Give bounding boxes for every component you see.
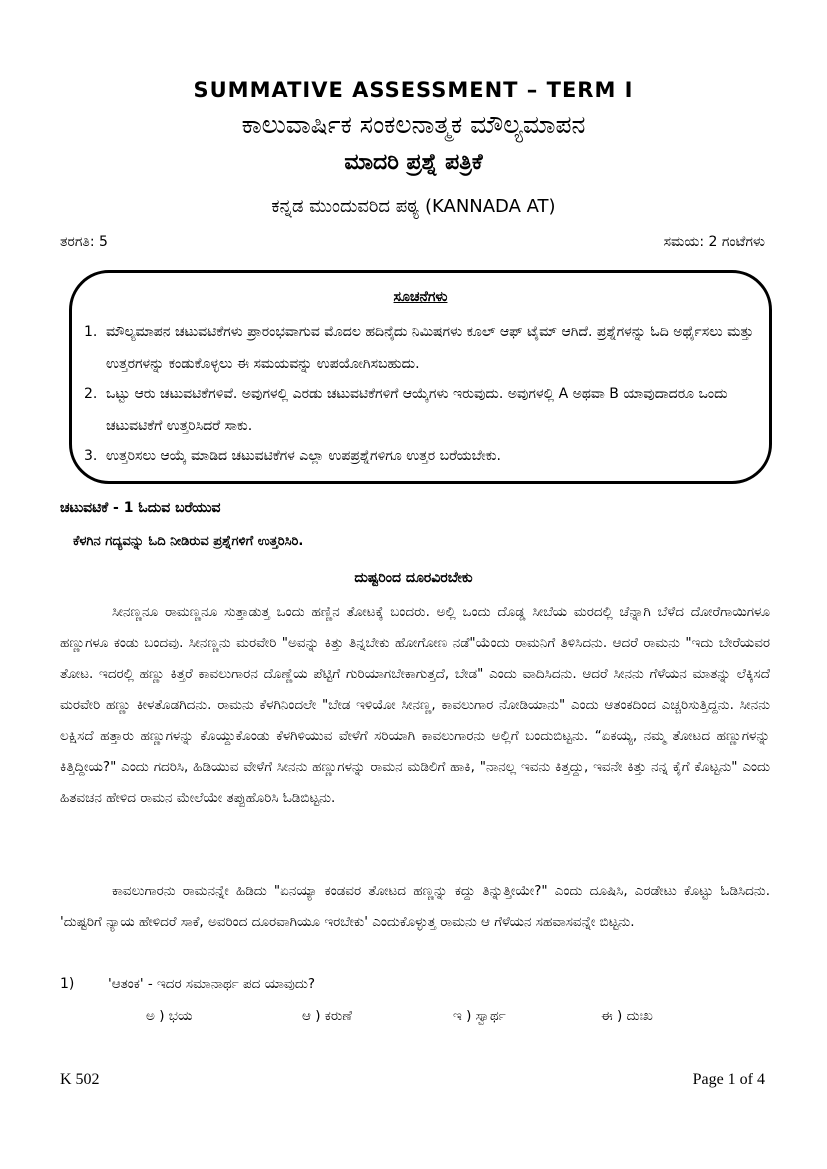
- instruction-item: [84, 316, 764, 380]
- answer-option-c: ಇ ) ಸ್ವಾರ್ಥ: [453, 1008, 506, 1024]
- question-text: 'ಆತಂಕ' - ಇದರ ಸಮಾನಾರ್ಥ ಪದ ಯಾವುದು?: [108, 976, 316, 992]
- passage-paragraph: ಸೀನಣ್ಣನೂ ರಾಮಣ್ಣನೂ ಸುತ್ತಾಡುತ್ತ ಒಂದು ಹಣ್ಣಿನ ತೋಟಕ್ಕೆ ಬಂದರು. ಅಲ್ಲಿ ಒಂದು ದೊಡ್ಡ ಸೀಬೆಯ ಮರದಲ್ಲಿ ಚೆನ್ನಾಗಿ ಬೆಳೆದ ದೋರೆಗಾಯಿಗಳೂ ಹಣ್ಣುಗಳೂ ಕಂಡು ಬಂದವು. ಸೀನಣ್ಣನು ಮರವೇರಿ "ಅವನ್ನು ಕಿತ್ತು ತಿನ್ನಬೇಕು ಹೋಗೋಣ ನಡೆ"ಯೆಂದು ರಾಮನಿಗೆ ತಿಳಿಸಿದನು. ಆದರೆ ರಾಮನು "ಇದು ಬೇರೆಯವರ ತೋಟ. ಇದರಲ್ಲಿ ಹಣ್ಣು ಕಿತ್ತರೆ ಕಾವಲುಗಾರನ ದೊಣ್ಣೆಯ ಪೆಟ್ಟಿಗೆ ಗುರಿಯಾಗಬೇಕಾಗುತ್ತದೆ, ಬೇಡ" ಎಂದು ವಾದಿಸಿದನು. ಆದರೆ ಸೀನನು ಗೆಳೆಯನ ಮಾತನ್ನು ಲೆಕ್ಕಿಸದೆ ಮರವೇರಿ ಹಣ್ಣು ಕೀಳತೊಡಗಿದನು. ರಾಮನು ಕೆಳಗಿನಿಂದಲೇ "ಬೇಡ ಇಳಿಯೋ ಸೀನಣ್ಣ, ಕಾವಲುಗಾರ ನೋಡಿಯಾನು" ಎಂದು ಆತಂಕದಿಂದ ಎಚ್ಚರಿಸುತ್ತಿದ್ದನು. ಸೀನನು ಲಕ್ಷಿಸದೆ ಹತ್ತಾರು ಹಣ್ಣುಗಳನ್ನು ಕೊಯ್ದುಕೊಂಡು ಕೆಳಗಿಳಿಯುವ ವೇಳೆಗೆ ಸರಿಯಾಗಿ ಕಾವಲುಗಾರನು ಅಲ್ಲಿಗೆ ಬಂದುಬಿಟ್ಟನು. “ಏಕಯ್ಯ, ನಮ್ಮ ತೋಟದ ಹಣ್ಣುಗಳನ್ನು ಕಿತ್ತಿದ್ದೀಯ?" ಎಂದು ಗದರಿಸಿ, ಹಿಡಿಯುವ ವೇಳೆಗೆ ಸೀನನು ಹಣ್ಣುಗಳನ್ನು ರಾಮನ ಮಡಿಲಿಗೆ ಹಾಕಿ, "ನಾನಲ್ಲ ಇವನು ಕಿತ್ತದ್ದು, ಇವನೇ ಕಿತ್ತು ನನ್ನ ಕೈಗೆ ಕೊಟ್ಟನು" ಎಂದು ಹಿತವಚನ ಹೇಳಿದ ರಾಮನ ಮೇಲೆಯೇ ತಪ್ಪುಹೊರಿಸಿ ಓಡಿಬಿಟ್ಟನು.: [60, 604, 770, 806]
- activity-title: ಚಟುವಟಿಕೆ - 1 ಓದುವ ಬರೆಯುವ: [60, 500, 221, 516]
- instruction-item: [84, 440, 764, 472]
- subject-title: ಕನ್ನಡ ಮುಂದುವರಿದ ಪಠ್ಯ (KANNADA AT): [271, 196, 556, 217]
- instruction-number: 3.: [84, 448, 98, 464]
- exam-title: SUMMATIVE ASSESSMENT – TERM I: [193, 78, 634, 102]
- answer-option-b: ಆ ) ಕರುಣೆ: [302, 1008, 353, 1024]
- footer-code: K 502: [60, 1071, 100, 1088]
- time-label: ಸಮಯ: 2 ಗಂಟೆಗಳು: [663, 234, 765, 250]
- instruction-number: 1.: [84, 324, 98, 340]
- question-number: 1): [60, 976, 75, 992]
- instruction-text: ಉತ್ತರಿಸಲು ಆಯ್ಕೆ ಮಾಡಿದ ಚಟುವಟಿಕೆಗಳ ಎಲ್ಲಾ ಉಪಪ್ರಶ್ನೆಗಳಿಗೂ ಉತ್ತರ ಬರೆಯಬೇಕು.: [106, 448, 501, 464]
- answer-option-d: ಈ ) ದುಃಖ: [601, 1008, 653, 1024]
- answer-option-a: ಅ ) ಭಯ: [146, 1008, 193, 1024]
- instruction-number: 2.: [84, 386, 98, 402]
- page-number: Page 1 of 4: [692, 1071, 765, 1088]
- instructions-title: ಸೂಚನೆಗಳು: [393, 289, 448, 305]
- grade-label: ತರಗತಿ: 5: [60, 234, 108, 250]
- passage-paragraph: ಕಾವಲುಗಾರನು ರಾಮನನ್ನೇ ಹಿಡಿದು "ಏನಯ್ಯಾ ಕಂಡವರ ತೋಟದ ಹಣ್ಣನ್ನು ಕದ್ದು ತಿನ್ನುತ್ತೀಯೇ?" ಎಂದು ದೂಷಿಸಿ, ಎರಡೇಟು ಕೊಟ್ಟು ಓಡಿಸಿದನು. 'ದುಷ್ಟರಿಗೆ ನ್ಯಾಯ ಹೇಳಿದರೆ ಸಾಕೆ, ಅವರಿಂದ ದೂರವಾಗಿಯೂ ಇರಬೇಕು' ಎಂದುಕೊಳ್ಳುತ್ತ ರಾಮನು ಆ ಗೆಳೆಯನ ಸಹವಾಸವನ್ನೇ ಬಿಟ್ಟನು.: [60, 883, 770, 930]
- passage-title: ದುಷ್ಟರಿಂದ ದೂರವಿರಬೇಕು: [354, 570, 473, 586]
- paper-type: ಮಾದರಿ ಪ್ರಶ್ನೆ ಪತ್ರಿಕೆ: [344, 150, 483, 175]
- exam-title-kannada: ಕಾಲುವಾರ್ಷಿಕ ಸಂಕಲನಾತ್ಮಕ ಮೌಲ್ಯಮಾಪನ: [241, 110, 586, 139]
- instruction-text: ಮೌಲ್ಯಮಾಪನ ಚಟುವಟಿಕೆಗಳು ಪ್ರಾರಂಭವಾಗುವ ಮೊದಲ ಹದಿನೈದು ನಿಮಿಷಗಳು ಕೂಲ್ ಆಫ್ ಟೈಮ್ ಆಗಿದೆ. ಪ್ರಶ್ನೆಗಳನ್ನು ಓದಿ ಅರ್ಥೈಸಲು ಮತ್ತು ಉತ್ತರಗಳನ್ನು ಕಂಡುಕೊಳ್ಳಲು ಈ ಸಮಯವನ್ನು ಉಪಯೋಗಿಸಬಹುದು.: [106, 324, 754, 372]
- instruction-text: ಒಟ್ಟು ಆರು ಚಟುವಟಿಕೆಗಳಿವೆ. ಅವುಗಳಲ್ಲಿ ಎರಡು ಚಟುವಟಿಕೆಗಳಿಗೆ ಆಯ್ಕೆಗಳು ಇರುವುದು. ಅವುಗಳಲ್ಲಿ A ಅಥವಾ B ಯಾವುದಾದರೂ ಒಂದು ಚಟುವಟಿಕೆಗೆ ಉತ್ತರಿಸಿದರೆ ಸಾಕು.: [106, 386, 728, 434]
- instruction-item: [84, 378, 764, 442]
- activity-instruction: ಕೆಳಗಿನ ಗದ್ಯವನ್ನು ಓದಿ ನೀಡಿರುವ ಪ್ರಶ್ನೆಗಳಿಗೆ ಉತ್ತರಿಸಿರಿ.: [73, 534, 304, 549]
